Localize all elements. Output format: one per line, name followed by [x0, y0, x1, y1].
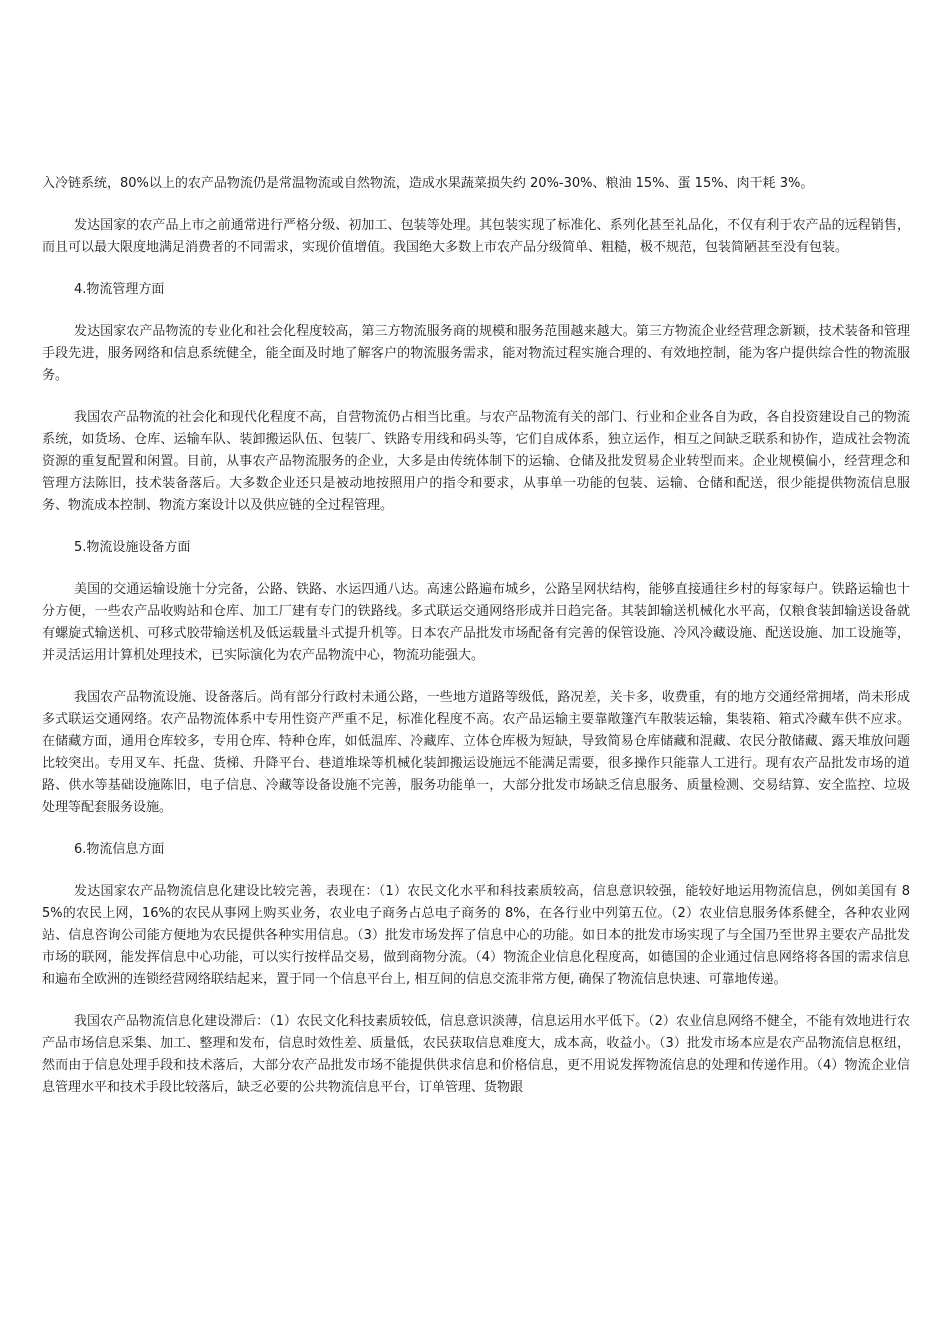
paragraph-cold-chain-losses: 入冷链系统，80%以上的农产品物流仍是常温物流或自然物流，造成水果蔬菜损失约 20%-30%、粮油 15%、蛋 15%、肉干耗 3%。 [42, 176, 814, 191]
paragraph-grading-packaging: 发达国家的农产品上市之前通常进行严格分级、初加工、包装等处理。其包装实现了标准化、系列化甚至礼品化，不仅有利于农产品的远程销售，而且可以最大限度地满足消费者的不同需求，实现价值增值。我国绝大多数上市农产品分级简单、粗糙，极不规范，包装简陋甚至没有包装。 [42, 218, 910, 255]
document-page [42, 173, 910, 1119]
section-heading-facilities-equipment: 5.物流设施设备方面 [74, 540, 191, 555]
paragraph-domestic-logistics-management: 我国农产品物流的社会化和现代化程度不高，自营物流仍占相当比重。与农产品物流有关的部门、行业和企业各自为政，各自投资建设自己的物流系统，如货场、仓库、运输车队、装卸搬运队伍、包装厂、铁路专用线和码头等，它们自成体系，独立运作，相互之间缺乏联系和协作，造成社会物流资源的重复配置和闲置。目前，从事农产品物流服务的企业，大多是由传统体制下的运输、仓储及批发贸易企业转型而来。企业规模偏小，经营理念和管理方法陈旧，技术装备落后。大多数企业还只是被动地按照用户的指令和要求，从事单一功能的包装、运输、仓储和配送，很少能提供物流信息服务、物流成本控制、物流方案设计以及供应链的全过程管理。 [42, 410, 910, 513]
section-heading-logistics-information: 6.物流信息方面 [74, 842, 165, 857]
paragraph-domestic-informatization: 我国农产品物流信息化建设滞后：（1）农民文化科技素质较低，信息意识淡薄，信息运用水平低下。（2）农业信息网络不健全，不能有效地进行农产品市场信息采集、加工、整理和发布，信息时效性差、质量低，农民获取信息难度大，成本高，收益小。（3）批发市场本应是农产品物流信息枢纽，然而由于信息处理手段和技术落后，大部分农产品批发市场不能提供供求信息和价格信息，更不用说发挥物流信息的处理和传递作用。（4）物流企业信息管理水平和技术手段比较落后，缺乏必要的公共物流信息平台，订单管理、货物跟 [42, 1014, 910, 1095]
paragraph-domestic-facilities: 我国农产品物流设施、设备落后。尚有部分行政村未通公路，一些地方道路等级低，路况差，关卡多，收费重，有的地方交通经常拥堵，尚未形成多式联运交通网络。农产品物流体系中专用性资产严重不足，标准化程度不高。农产品运输主要靠敞篷汽车散装运输，集装箱、箱式冷藏车供不应求。在储藏方面，通用仓库较多，专用仓库、特种仓库，如低温库、冷藏库、立体仓库极为短缺，导致简易仓库储藏和混藏、农民分散储藏、露天堆放问题比较突出。专用叉车、托盘、货梯、升降平台、巷道堆垛等机械化装卸搬运设施远不能满足需要，很多操作只能靠人工进行。现有农产品批发市场的道路、供水等基础设施陈旧，电子信息、冷藏等设备设施不完善，服务功能单一，大部分批发市场缺乏信息服务、质量检测、交易结算、安全监控、垃圾处理等配套服务设施。 [42, 690, 910, 815]
paragraph-foreign-informatization: 发达国家农产品物流信息化建设比较完善，表现在：（1）农民文化水平和科技素质较高，信息意识较强，能较好地运用物流信息，例如美国有 85%的农民上网，16%的农民从事网上购买业务，农业电子商务占总电子商务的 8%，在各行业中列第五位。（2）农业信息服务体系健全，各种农业网站、信息咨询公司能方便地为农民提供各种实用信息。（3）批发市场发挥了信息中心的功能。如日本的批发市场实现了与全国乃至世界主要农产品批发市场的联网，能发挥信息中心功能，可以实行按样品交易，做到商物分流。（4）物流企业信息化程度高，如德国的企业通过信息网络将各国的需求信息和遍布全欧洲的连锁经营网络联结起来，置于同一个信息平台上, 相互间的信息交流非常方便, 确保了物流信息快速、可靠地传递。 [42, 884, 910, 987]
paragraph-foreign-facilities: 美国的交通运输设施十分完备，公路、铁路、水运四通八达。高速公路遍布城乡，公路呈网状结构，能够直接通往乡村的每家每户。铁路运输也十分方便，一些农产品收购站和仓库、加工厂建有专门的铁路线。多式联运交通网络形成并日趋完备。其装卸输送机械化水平高，仅粮食装卸输送设备就有螺旋式输送机、可移式胶带输送机及低运载量斗式提升机等。日本农产品批发市场配备有完善的保管设施、冷风冷藏设施、配送设施、加工设施等，并灵活运用计算机处理技术，已实际演化为农产品物流中心，物流功能强大。 [42, 582, 910, 663]
section-heading-logistics-management: 4.物流管理方面 [74, 282, 165, 297]
paragraph-third-party-logistics: 发达国家农产品物流的专业化和社会化程度较高，第三方物流服务商的规模和服务范围越来越大。第三方物流企业经营理念新颖，技术装备和管理手段先进，服务网络和信息系统健全，能全面及时地了解客户的物流服务需求，能对物流过程实施合理的、有效地控制，能为客户提供综合性的物流服务。 [42, 324, 910, 383]
